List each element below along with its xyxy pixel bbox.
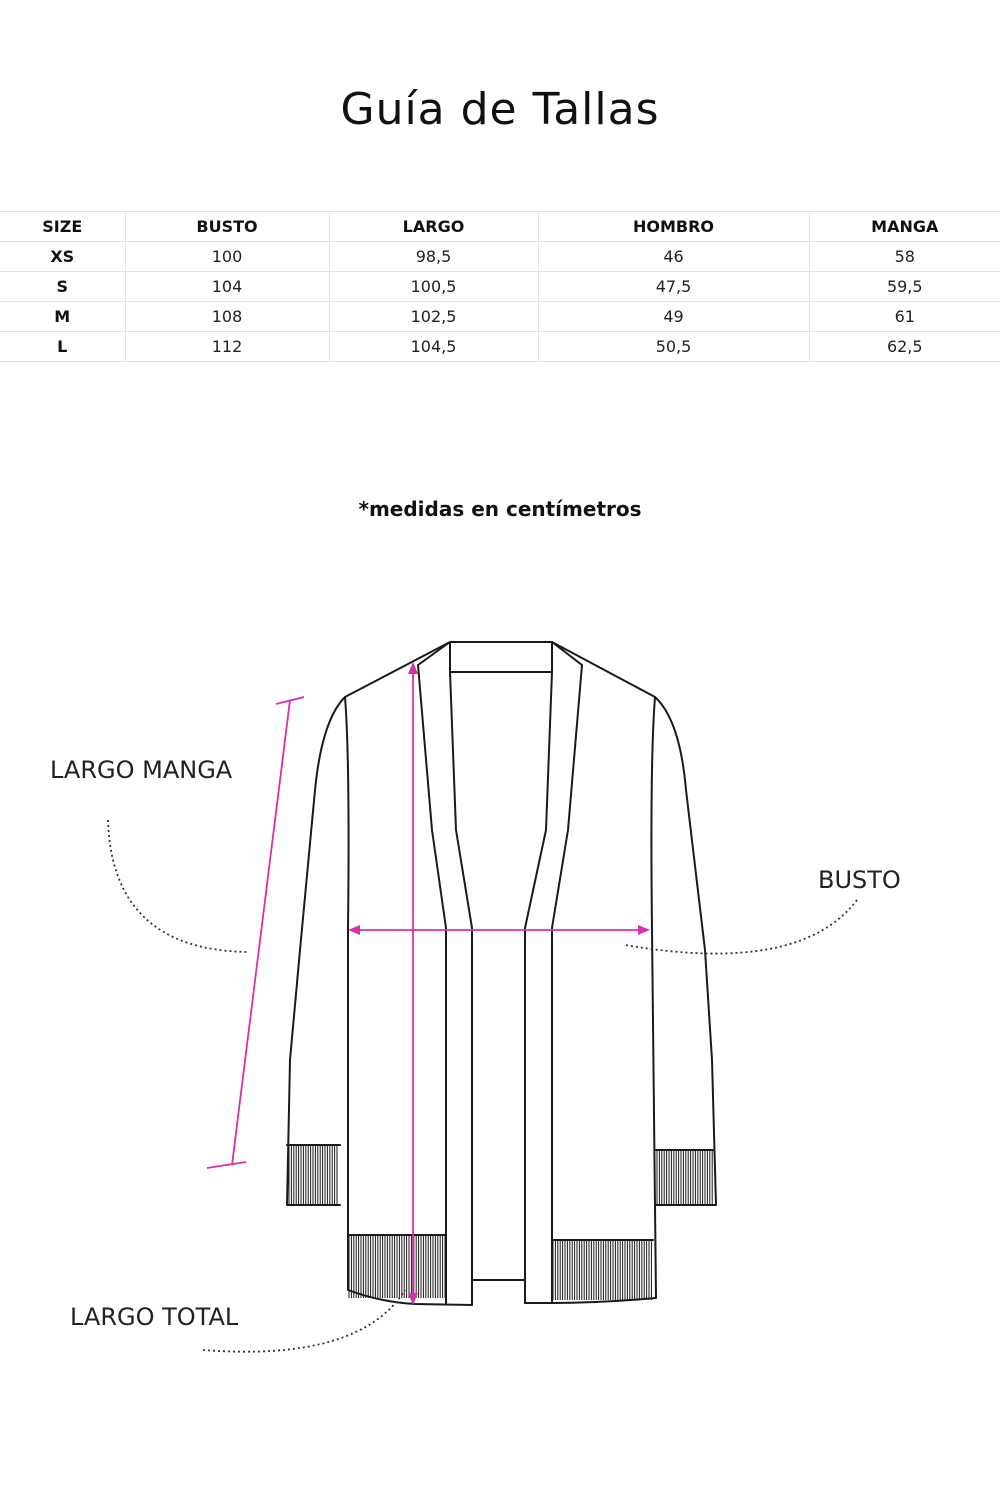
busto-cell: 108: [125, 302, 329, 332]
header-largo: LARGO: [329, 212, 538, 242]
header-size: SIZE: [0, 212, 125, 242]
left-body-side: [345, 697, 472, 1305]
left-placket-inner: [450, 672, 472, 1305]
sleeve-length-line: [232, 700, 290, 1165]
hombro-cell: 50,5: [538, 332, 809, 362]
largo-cell: 102,5: [329, 302, 538, 332]
right-placket-inner: [525, 672, 552, 1303]
left-sleeve-outer: [287, 642, 450, 1205]
cardigan-outline: [287, 642, 716, 1305]
table-header-row: [0, 212, 1000, 242]
bust-callout-curve: [625, 900, 857, 954]
right-body-side: [525, 697, 656, 1303]
cardigan-diagram: [0, 560, 1000, 1400]
right-placket-outer: [552, 642, 582, 1303]
hombro-cell: 46: [538, 242, 809, 272]
size-cell: XS: [0, 242, 125, 272]
largo-cell: 100,5: [329, 272, 538, 302]
largo-cell: 104,5: [329, 332, 538, 362]
manga-cell: 61: [809, 302, 1000, 332]
bust-arrow-right: [638, 925, 650, 935]
size-cell: M: [0, 302, 125, 332]
bust-arrow-left: [348, 925, 360, 935]
page-title: Guía de Tallas: [340, 84, 660, 135]
units-note: *medidas en centímetros: [358, 497, 642, 521]
measurement-lines: [207, 662, 650, 1305]
manga-cell: 62,5: [809, 332, 1000, 362]
table-row: [0, 302, 1000, 332]
hombro-cell: 49: [538, 302, 809, 332]
manga-cell: 58: [809, 242, 1000, 272]
ribbing-texture: [289, 1145, 712, 1300]
busto-cell: 104: [125, 272, 329, 302]
label-largo-total: LARGO TOTAL: [70, 1303, 239, 1331]
size-cell: S: [0, 272, 125, 302]
header-hombro: HOMBRO: [538, 212, 809, 242]
busto-cell: 112: [125, 332, 329, 362]
header-manga: MANGA: [809, 212, 1000, 242]
table-row: [0, 272, 1000, 302]
sleeve-length-cap-bottom: [207, 1162, 246, 1168]
manga-cell: 59,5: [809, 272, 1000, 302]
label-busto: BUSTO: [818, 866, 901, 894]
largo-cell: 98,5: [329, 242, 538, 272]
callout-curves: [108, 820, 857, 1352]
collar-back: [450, 642, 552, 672]
sleeve-callout-curve: [108, 820, 248, 952]
table-row: [0, 242, 1000, 272]
left-placket-outer: [418, 642, 450, 1303]
header-busto: BUSTO: [125, 212, 329, 242]
hombro-cell: 47,5: [538, 272, 809, 302]
size-table: [0, 211, 1000, 362]
busto-cell: 100: [125, 242, 329, 272]
label-largo-manga: LARGO MANGA: [50, 756, 233, 784]
size-cell: L: [0, 332, 125, 362]
table-row: [0, 332, 1000, 362]
